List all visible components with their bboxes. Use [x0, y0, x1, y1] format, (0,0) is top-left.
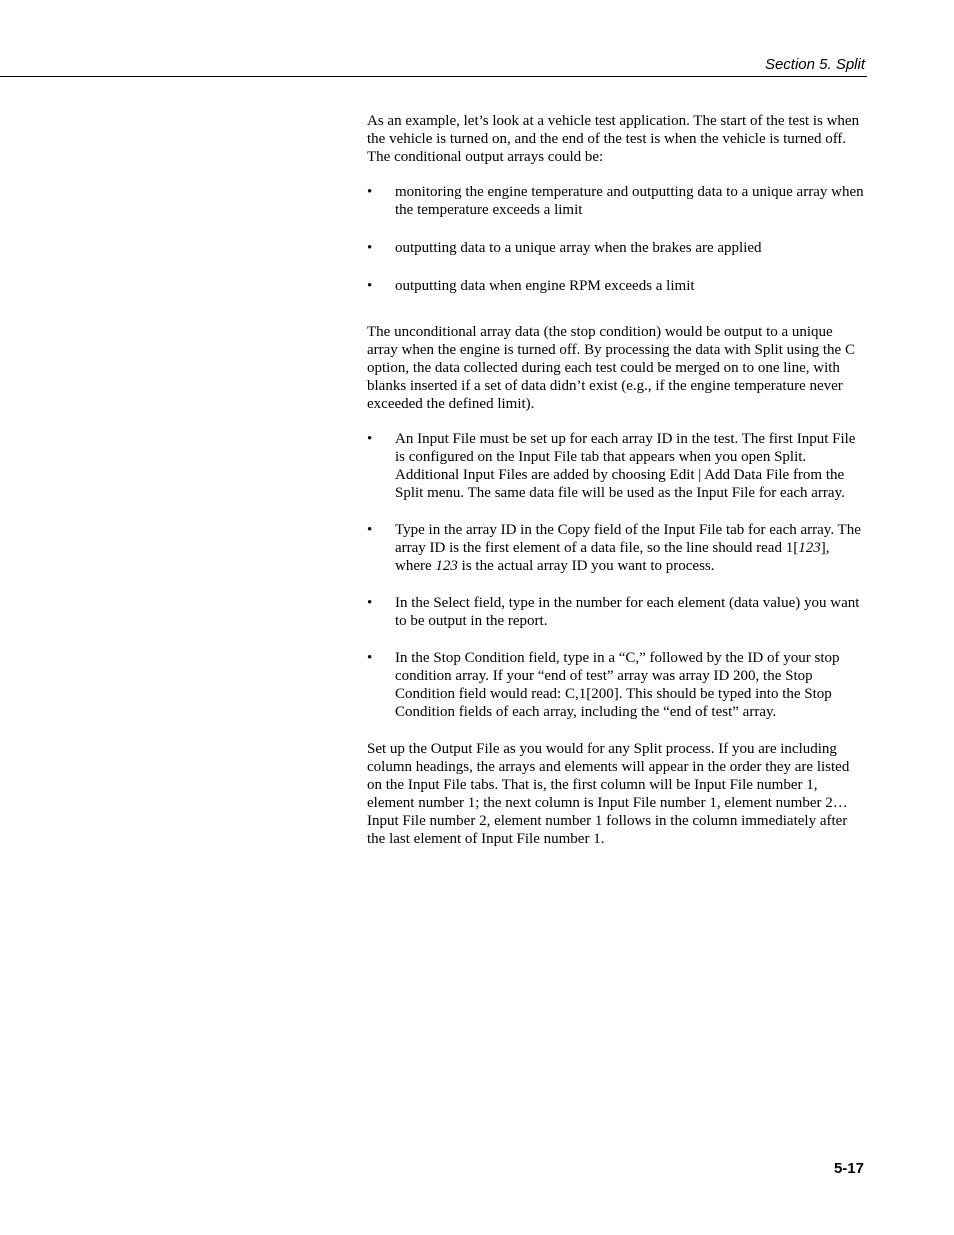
list-item-text: outputting data when engine RPM exceeds a limit: [395, 278, 695, 294]
bullet-icon: •: [367, 431, 373, 447]
list-item: [367, 521, 867, 575]
intro-paragraph: As an example, let’s look at a vehicle test application. The start of the test is when the vehicle is turned on, and the end of the test is when the vehicle is turned off. The conditional output arrays could be:: [367, 113, 860, 165]
list-item-text: In the Stop Condition field, type in a “C,” followed by the ID of your stop condition array. If your “end of test” array was array ID 200, the Stop Condition field would read: C,1[200]. This should be typed into the Stop Condition fields of each array, including the “end of test” array.: [395, 650, 840, 720]
list-item-text: [395, 522, 861, 574]
bullet-icon: •: [367, 650, 373, 666]
list-item: [367, 649, 867, 721]
header-rule: [0, 76, 867, 77]
list-item: [367, 239, 867, 257]
list-item-text: An Input File must be set up for each array ID in the test. The first Input File is configured on the Input File tab that appears when you open Split. Additional Input Files are added by choosing Edit | Add Data File from the Split menu. The same data file will be used as the Input File for each array.: [395, 431, 856, 501]
list-item: [367, 430, 867, 502]
output-file-paragraph: Set up the Output File as you would for any Split process. If you are including column headings, the arrays and elements will appear in the order they are listed on the Input File tabs. That is, the first column will be Input File number 1, element number 1; the next column is Input File number 1, element number 2… Input File number 2, element number 1 follows in the column immediately after the last element of Input File number 1.: [367, 741, 850, 847]
bullet-icon: •: [367, 184, 373, 200]
italic-array-id: 123: [798, 540, 821, 556]
list-item: [367, 277, 867, 295]
setup-steps-list: [367, 430, 867, 721]
text-run: ], where: [395, 540, 830, 574]
conditional-output-list: [367, 183, 867, 295]
text-run: Type in the array ID in the Copy field of the Input File tab for each array. The array ID is the first element of a data file, so the line should read 1[: [395, 522, 861, 556]
italic-array-id: 123: [435, 558, 458, 574]
list-item-text: In the Select field, type in the number for each element (data value) you want to be output in the report.: [395, 595, 860, 629]
text-run: is the actual array ID you want to process.: [457, 558, 715, 574]
list-item-text: monitoring the engine temperature and outputting data to a unique array when the temperature exceeds a limit: [395, 184, 864, 218]
bullet-icon: •: [367, 240, 373, 256]
list-item: [367, 594, 867, 630]
page-number: 5-17: [833, 1160, 864, 1177]
section-header: Section 5. Split: [764, 56, 865, 73]
bullet-icon: •: [367, 595, 373, 611]
list-item: [367, 183, 867, 219]
unconditional-paragraph: The unconditional array data (the stop condition) would be output to a unique array when the engine is turned off. By processing the data with Split using the C option, the data collected during each test could be merged on to one line, with blanks inserted if a set of data didn’t exist (e.g., if the engine temperature never exceeded the defined limit).: [367, 324, 855, 412]
list-item-text: outputting data to a unique array when the brakes are applied: [395, 240, 762, 256]
page-content: [367, 112, 867, 848]
bullet-icon: •: [367, 522, 373, 538]
bullet-icon: •: [367, 278, 373, 294]
